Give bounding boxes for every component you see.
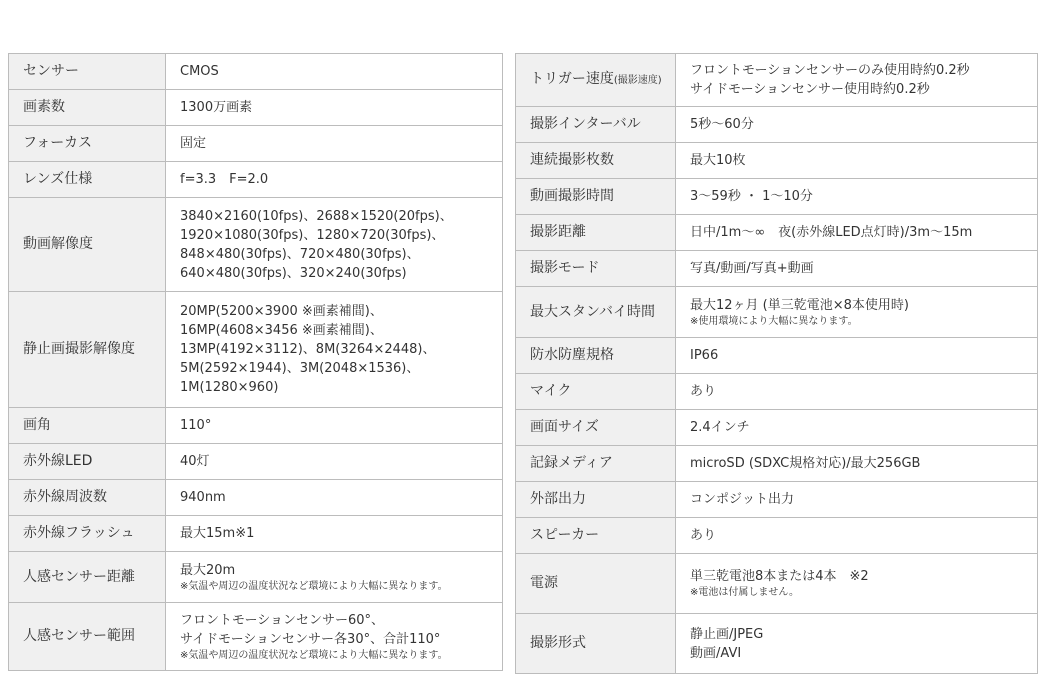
spec-label-main: トリガー速度 [530,71,614,87]
spec-label: 連続撮影枚数 [516,143,676,179]
spec-label: 動画解像度 [9,198,166,292]
spec-value [676,215,1038,251]
spec-value-line: あり [690,528,717,543]
spec-value [676,287,1038,338]
spec-row-waterproof [516,338,1038,374]
spec-row-power [516,554,1038,614]
spec-value-line: 1M(1280×960) [180,380,279,395]
spec-value-line: 3～59秒 ・ 1～10分 [690,189,813,204]
spec-row-shooting-distance [516,215,1038,251]
spec-label [516,54,676,107]
spec-value-line: 110° [180,418,212,433]
spec-value [166,198,503,292]
spec-value [166,54,503,90]
spec-value-line: 最大20m [180,562,236,578]
spec-value [166,408,503,444]
spec-value-line: 固定 [180,136,207,151]
spec-label: 画角 [9,408,166,444]
spec-value-line: 16MP(4608×3456 ※画素補間)、 [180,323,383,338]
spec-value-line: コンポジット出力 [690,492,795,507]
spec-label: 電源 [516,554,676,614]
spec-row-microphone [516,374,1038,410]
spec-value [166,162,503,198]
spec-value-line: 静止画/JPEG [690,626,764,642]
spec-row-ir-led [9,444,503,480]
spec-row-photo-resolution [9,292,503,408]
spec-row-speaker [516,518,1038,554]
spec-value-line: 1920×1080(30fps)、1280×720(30fps)、 [180,227,445,243]
spec-row-screen-size [516,410,1038,446]
spec-label: 外部出力 [516,482,676,518]
spec-value [676,374,1038,410]
spec-value-line: 1300万画素 [180,100,253,115]
spec-value-line: 2.4インチ [690,420,750,435]
spec-value-line: 写真/動画/写真+動画 [690,261,814,276]
spec-row-trigger-speed [516,54,1038,107]
spec-value [676,614,1038,674]
spec-note: ※使用環境により大幅に異なります。 [690,315,858,327]
spec-value [166,603,503,671]
spec-label: 記録メディア [516,446,676,482]
spec-row-sensor-range [9,603,503,671]
spec-label-sub: (撮影速度) [613,75,662,86]
spec-value-line: IP66 [690,348,719,363]
spec-value-line: 13MP(4192×3112)、8M(3264×2448)、 [180,342,436,357]
spec-value-line: 20MP(5200×3900 ※画素補間)、 [180,304,383,319]
spec-label: 画素数 [9,90,166,126]
spec-value-line: CMOS [180,64,219,79]
spec-table-left [8,53,503,671]
spec-value-line: microSD (SDXC規格対応)/最大256GB [690,456,921,471]
spec-label: マイク [516,374,676,410]
spec-label: 撮影モード [516,251,676,287]
spec-label: 撮影距離 [516,215,676,251]
spec-label: 撮影インターバル [516,107,676,143]
spec-row-ir-flash [9,516,503,552]
spec-row-mode [516,251,1038,287]
spec-value [166,292,503,408]
spec-row-pixels [9,90,503,126]
spec-value-line: 単三乾電池8本または4本 ※2 [690,569,869,584]
spec-value-line: 最大12ヶ月 (単三乾電池×8本使用時) [690,297,909,313]
spec-row-video-duration [516,179,1038,215]
spec-row-lens [9,162,503,198]
spec-label: 赤外線LED [9,444,166,480]
spec-value [166,552,503,603]
spec-label: 赤外線フラッシュ [9,516,166,552]
spec-note: ※気温や周辺の温度状況など環境により大幅に異なります。 [180,580,448,592]
spec-value-line: フロントモーションセンサーのみ使用時約0.2秒 [690,63,970,78]
spec-value [166,516,503,552]
spec-row-burst [516,143,1038,179]
spec-value-line: f=3.3 F=2.0 [180,172,269,187]
spec-value [676,518,1038,554]
spec-value [676,179,1038,215]
spec-label: フォーカス [9,126,166,162]
spec-value [166,126,503,162]
spec-label: 撮影形式 [516,614,676,674]
spec-label: レンズ仕様 [9,162,166,198]
spec-value [676,554,1038,614]
spec-value-line: 40灯 [180,454,210,469]
spec-value-line: 最大10枚 [690,153,746,168]
spec-value-line: サイドモーションセンサー使用時約0.2秒 [690,82,930,97]
spec-row-output [516,482,1038,518]
spec-value-line: 動画/AVI [690,645,742,661]
spec-value [166,90,503,126]
spec-value [676,107,1038,143]
spec-label: 防水防塵規格 [516,338,676,374]
spec-value-line: 5秒～60分 [690,117,754,132]
spec-value-line: 3840×2160(10fps)、2688×1520(20fps)、 [180,208,453,224]
spec-value [676,446,1038,482]
spec-row-video-resolution [9,198,503,292]
spec-label: 静止画撮影解像度 [9,292,166,408]
spec-label: 最大スタンバイ時間 [516,287,676,338]
spec-value-line: フロントモーションセンサー60°、 [180,612,385,628]
spec-label: 人感センサー距離 [9,552,166,603]
spec-note: ※気温や周辺の温度状況など環境により大幅に異なります。 [180,649,448,661]
spec-label: 動画撮影時間 [516,179,676,215]
spec-value-line: 5M(2592×1944)、3M(2048×1536)、 [180,361,420,376]
spec-value [676,143,1038,179]
spec-label: 赤外線周波数 [9,480,166,516]
spec-value [166,480,503,516]
spec-row-format [516,614,1038,674]
spec-row-angle [9,408,503,444]
spec-label: 人感センサー範囲 [9,603,166,671]
spec-value [676,482,1038,518]
spec-value-line: 640×480(30fps)、320×240(30fps) [180,265,407,281]
spec-value-line: 最大15m※1 [180,526,255,541]
spec-value-line: サイドモーションセンサー各30°、合計110° [180,631,441,647]
spec-value [676,251,1038,287]
spec-value-line: 848×480(30fps)、720×480(30fps)、 [180,246,420,262]
spec-row-sensor [9,54,503,90]
spec-value-line: あり [690,384,717,399]
spec-label: 画面サイズ [516,410,676,446]
spec-table-right [515,53,1038,674]
spec-value [676,54,1038,107]
spec-value [166,444,503,480]
spec-row-sensor-distance [9,552,503,603]
spec-value [676,338,1038,374]
spec-value-line: 日中/1m～∞ 夜(赤外線LED点灯時)/3m～15m [690,225,973,240]
spec-label: センサー [9,54,166,90]
spec-value-line: 940nm [180,490,226,505]
spec-value [676,410,1038,446]
spec-note: ※電池は付属しません。 [690,587,799,598]
spec-row-ir-frequency [9,480,503,516]
spec-row-focus [9,126,503,162]
spec-row-standby [516,287,1038,338]
spec-label: スピーカー [516,518,676,554]
spec-row-media [516,446,1038,482]
spec-row-interval [516,107,1038,143]
